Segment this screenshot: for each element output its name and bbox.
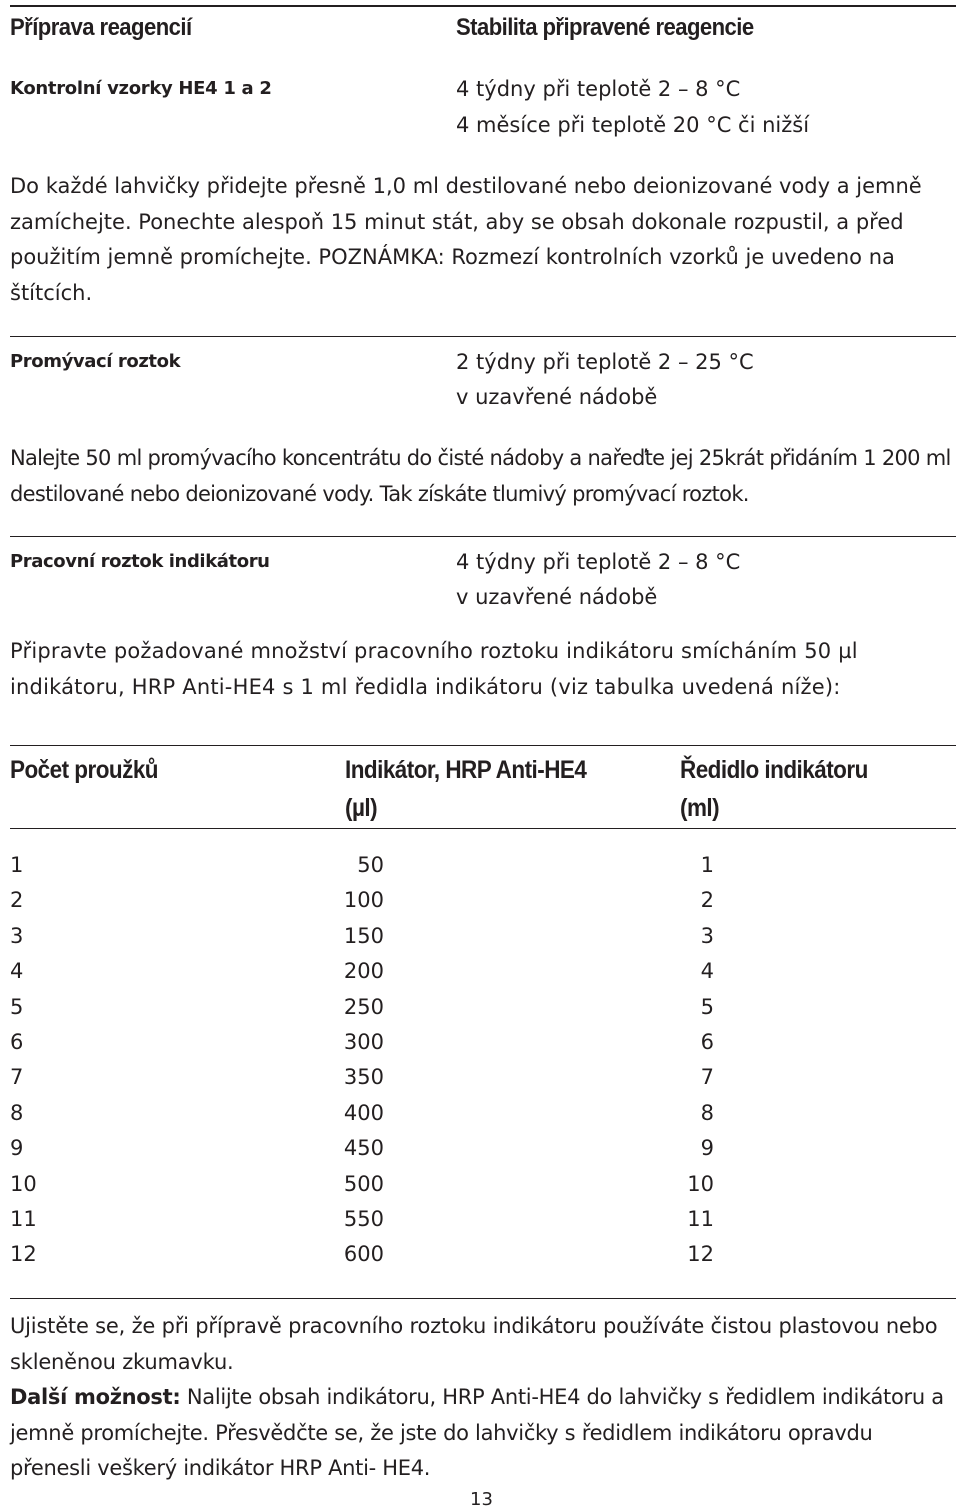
table-header-strips-text: Počet proužků — [10, 756, 159, 784]
cell-indicator: 350 — [343, 1065, 384, 1090]
table-header-indicator — [345, 751, 586, 827]
indicator-instructions: Připravte požadované množství pracovního roztoku indikátoru smícháním 50 µl indikátoru, HRP Anti-HE4 s 1 ml ředidla indikátoru (viz tabulka uvedená níže): — [10, 639, 858, 699]
cell-indicator: 150 — [343, 923, 384, 948]
cell-strips: 5 — [10, 994, 24, 1019]
table-header-diluent — [680, 751, 868, 827]
wash-solution-label: Promývací roztok — [10, 351, 181, 372]
cell-strips: 4 — [10, 959, 24, 984]
indicator-stability-line2: v uzavřené nádobě — [456, 585, 658, 609]
indicator-stability-line1: 4 týdny při teplotě 2 – 8 °C — [456, 550, 741, 574]
cell-diluent: 7 — [700, 1065, 714, 1090]
header-reagent-stability: Stabilita připravené reagencie — [456, 14, 754, 41]
cell-diluent: 12 — [687, 1242, 714, 1267]
cell-diluent: 11 — [687, 1207, 714, 1231]
table-row — [0, 1025, 960, 1060]
cell-strips: 11 — [10, 1207, 37, 1231]
wash-stability-line1: 2 týdny při teplotě 2 – 25 °C — [456, 350, 754, 374]
controls-instructions: Do každé lahvičky přidejte přesně 1,0 ml destilované nebo deionizované vody a jemně zamíchejte. Ponechte alespoň 15 minut stát, aby se obsah dokonale rozpustil, a před použitím jemně promíchejte. POZNÁMKA: Rozmezí kontrolních vzorků je uvedeno na štítcích. — [10, 174, 922, 305]
cell-indicator: 50 — [357, 853, 384, 877]
cell-indicator: 100 — [343, 888, 384, 913]
table-header-diluent-line1: Ředidlo indikátoru — [680, 756, 868, 784]
table-row — [0, 1237, 960, 1272]
cell-strips: 10 — [10, 1171, 37, 1196]
cell-strips: 3 — [10, 923, 24, 948]
table-row — [0, 919, 960, 954]
cell-indicator: 300 — [343, 1030, 384, 1054]
controls-stability-line2: 4 měsíce při teplotě 20 °C či nižší — [456, 113, 810, 137]
controls-stability-line1: 4 týdny při teplotě 2 – 8 °C — [456, 77, 741, 101]
cell-strips: 6 — [10, 1030, 24, 1054]
cell-diluent: 9 — [700, 1136, 714, 1161]
tube-note: Ujistěte se, že při přípravě pracovního roztoku indikátoru používáte čistou plastovou nebo skleněnou zkumavku. — [10, 1314, 938, 1374]
cell-indicator: 550 — [343, 1207, 384, 1231]
cell-indicator: 200 — [343, 959, 384, 984]
table-row — [0, 1167, 960, 1202]
cell-diluent: 2 — [700, 888, 714, 913]
table-header-strips — [10, 751, 158, 789]
wash-stability-line2: v uzavřené nádobě — [456, 385, 658, 409]
table-bottom-rule — [10, 1298, 956, 1299]
top-rule — [10, 5, 956, 7]
cell-diluent: 10 — [687, 1171, 714, 1196]
table-row — [0, 990, 960, 1025]
table-header-indicator-line2: (µl) — [345, 794, 378, 822]
table-row — [0, 1202, 960, 1237]
alternative-option — [10, 1380, 956, 1487]
cell-strips: 12 — [10, 1242, 37, 1267]
alternative-option-text: Nalijte obsah indikátoru, HRP Anti-HE4 do lahvičky s ředidlem indikátoru a jemně promíchejte. Přesvědčte se, že jste do lahvičky s ředidlem indikátoru opravdu přenesli veškerý indikátor HRP Anti- HE4. — [10, 1385, 944, 1480]
cell-indicator: 400 — [343, 1100, 384, 1125]
section-divider — [10, 336, 956, 337]
table-header-diluent-line2: (ml) — [680, 794, 720, 822]
table-row — [0, 848, 960, 883]
table-row — [0, 1131, 960, 1166]
cell-diluent: 6 — [700, 1030, 714, 1054]
table-row — [0, 954, 960, 989]
section-divider — [10, 536, 956, 537]
table-row — [0, 1060, 960, 1095]
cell-diluent: 5 — [700, 994, 714, 1019]
wash-instructions: Nalejte 50 ml promývacího koncentrátu do čisté nádoby a nařeďte jej 25krát přidáním 1 200 ml destilované nebo deionizované vody. Tak získáte tlumivý promývací roztok. — [10, 446, 951, 506]
table-body — [0, 848, 960, 1278]
table-header-indicator-line1: Indikátor, HRP Anti-HE4 — [345, 756, 587, 784]
table-row — [0, 1096, 960, 1131]
table-header-rule — [10, 828, 956, 829]
cell-strips: 8 — [10, 1100, 24, 1125]
cell-strips: 1 — [10, 853, 24, 877]
table-top-rule — [10, 745, 956, 746]
cell-diluent: 1 — [700, 853, 714, 877]
cell-diluent: 4 — [700, 959, 714, 984]
cell-indicator: 250 — [343, 994, 384, 1019]
cell-diluent: 3 — [700, 923, 714, 948]
cell-indicator: 500 — [343, 1171, 384, 1196]
alternative-option-label: Další možnost: — [10, 1385, 181, 1409]
table-row — [0, 883, 960, 918]
cell-strips: 2 — [10, 888, 24, 913]
cell-indicator: 600 — [343, 1242, 384, 1267]
cell-indicator: 450 — [343, 1136, 384, 1161]
controls-label: Kontrolní vzorky HE4 1 a 2 — [10, 78, 272, 99]
indicator-solution-label: Pracovní roztok indikátoru — [10, 551, 270, 572]
cell-strips: 9 — [10, 1136, 24, 1161]
page-number: 13 — [470, 1489, 493, 1510]
header-reagent-preparation: Příprava reagencií — [10, 14, 192, 41]
cell-strips: 7 — [10, 1065, 24, 1090]
cell-diluent: 8 — [700, 1100, 714, 1125]
